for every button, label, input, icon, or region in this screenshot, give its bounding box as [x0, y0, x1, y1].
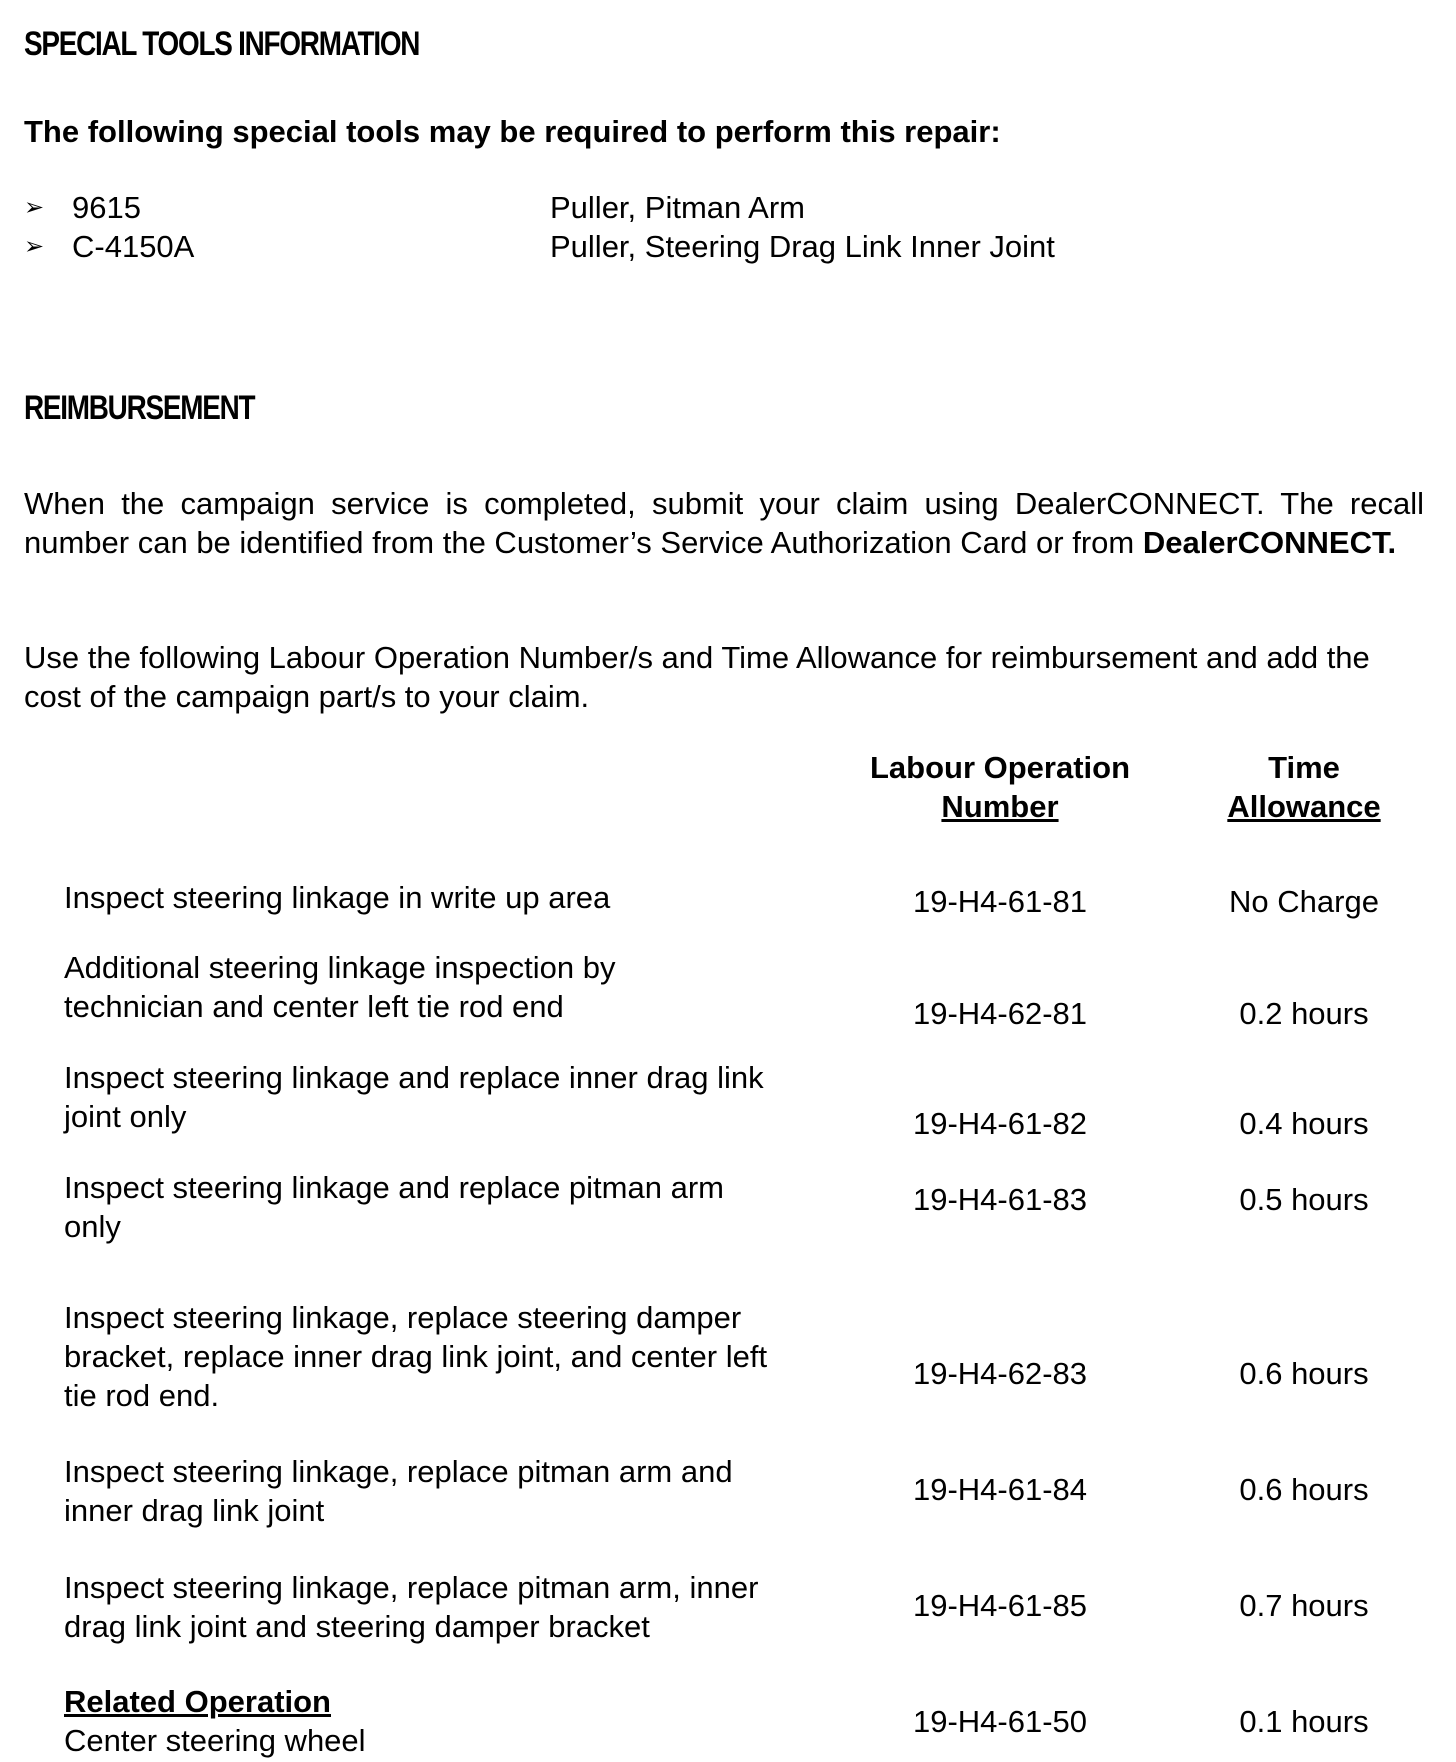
time-allowance: 0.4 hours — [1239, 1106, 1369, 1141]
time-allowance-header — [1194, 748, 1414, 826]
table-row — [64, 878, 1424, 918]
table-row — [64, 1568, 1424, 1648]
operation-number: 19-H4-61-85 — [912, 1588, 1088, 1623]
table-row — [64, 948, 1424, 1031]
time-allowance: 0.7 hours — [1239, 1588, 1369, 1623]
dealerconnect-bold: DealerCONNECT. — [1142, 525, 1397, 560]
related-operation — [64, 1682, 824, 1760]
operation-number: 19-H4-62-83 — [912, 1356, 1088, 1391]
related-operation-row — [64, 1682, 1424, 1762]
time-allowance: 0.6 hours — [1239, 1356, 1369, 1391]
tool-code: 9615 — [72, 189, 141, 225]
operation-description: Inspect steering linkage, replace pitman arm, inner drag link joint and steering damper bracket — [64, 1570, 759, 1644]
arrowhead-bullet-icon: ➢ — [24, 233, 45, 260]
time-allowance: 0.2 hours — [1239, 996, 1369, 1031]
tool-description: Puller, Steering Drag Link Inner Joint — [550, 228, 1055, 264]
operation-description: Inspect steering linkage and replace inner drag link joint only — [64, 1060, 764, 1134]
operation-number: 19-H4-61-50 — [912, 1704, 1088, 1739]
reimbursement-heading: REIMBURSEMENT — [24, 389, 255, 427]
time-allowance: 0.1 hours — [1239, 1704, 1369, 1739]
operation-number: 19-H4-61-82 — [912, 1106, 1088, 1141]
operation-number: 19-H4-61-83 — [912, 1182, 1088, 1217]
table-row — [64, 1452, 1424, 1532]
labour-instructions: Use the following Labour Operation Number/s and Time Allowance for reimbursement and add the cost of the campaign part/s to your claim. — [24, 640, 1370, 714]
operation-description: Inspect steering linkage, replace steering damper bracket, replace inner drag link joint, and center left tie rod end. — [64, 1300, 768, 1413]
operation-number: 19-H4-62-81 — [912, 996, 1088, 1031]
operation-description: Inspect steering linkage and replace pitman arm only — [64, 1170, 724, 1244]
operation-description: Additional steering linkage inspection by technician and center left tie rod end — [64, 950, 616, 1024]
list-item — [24, 188, 1224, 227]
time-header-line1: Time — [1268, 750, 1340, 785]
tool-code: C-4150A — [72, 228, 195, 264]
labour-operation-header — [850, 748, 1150, 826]
related-operation-title: Related Operation — [64, 1684, 331, 1719]
claim-instructions-text: When the campaign service is completed, submit your claim using DealerCONNECT. The recall number can be identified from the Customer’s Service Authorization Card or from — [24, 486, 1424, 560]
claim-instructions — [24, 484, 1424, 562]
special-tools-intro: The following special tools may be required to perform this repair: — [24, 114, 1001, 149]
operation-description: Inspect steering linkage, replace pitman arm and inner drag link joint — [64, 1454, 733, 1528]
time-allowance: 0.5 hours — [1239, 1182, 1369, 1217]
list-item — [24, 227, 1224, 266]
time-allowance: No Charge — [1229, 884, 1379, 919]
operation-number: 19-H4-61-81 — [912, 884, 1088, 919]
special-tools-heading: SPECIAL TOOLS INFORMATION — [24, 25, 420, 63]
related-operation-description: Center steering wheel — [64, 1723, 366, 1758]
table-row — [64, 1058, 1424, 1141]
tool-description: Puller, Pitman Arm — [550, 189, 805, 225]
table-row — [64, 1168, 1424, 1248]
labour-header-line2: Number — [941, 789, 1059, 824]
labour-header-line1: Labour Operation — [869, 750, 1131, 785]
arrowhead-bullet-icon: ➢ — [24, 194, 45, 221]
table-row — [64, 1298, 1424, 1418]
tools-list — [24, 188, 1224, 266]
operation-description: Inspect steering linkage in write up area — [64, 880, 611, 915]
time-header-line2: Allowance — [1227, 789, 1381, 824]
time-allowance: 0.6 hours — [1239, 1472, 1369, 1507]
operation-number: 19-H4-61-84 — [912, 1472, 1088, 1507]
